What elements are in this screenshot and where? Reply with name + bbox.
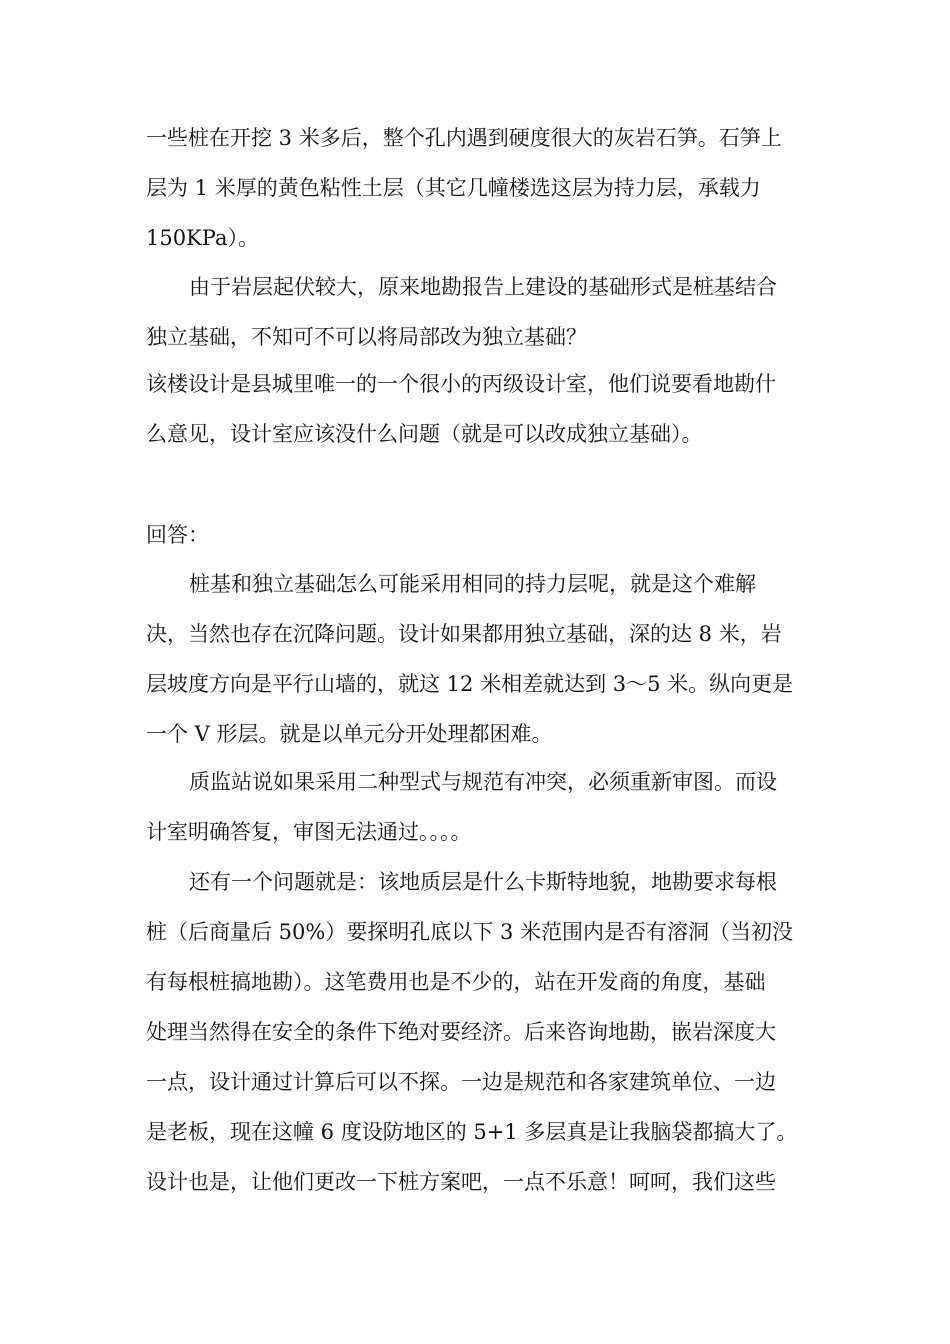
text-line: 计室明确答复，审图无法通过。。。。 <box>146 820 472 844</box>
text-line: 层为 1 米厚的黄色粘性土层（其它几幢楼选这层为持力层，承载力 <box>146 176 761 200</box>
paragraph-foundation-question <box>146 262 806 362</box>
text-line: 回答： <box>146 523 209 547</box>
text-line: 一点，设计通过计算后可以不探。一边是规范和各家建筑单位、一边 <box>146 1070 776 1094</box>
text-line: 设计也是，让他们更改一下桩方案吧，一点不乐意！呵呵，我们这些 <box>146 1170 776 1194</box>
text-line: 一个 V 形层。就是以单元分开处理都困难。 <box>146 722 553 746</box>
text-line: 150KPa）。 <box>146 226 259 250</box>
text-line: 是老板，现在这幢 6 度设防地区的 5+1 多层真是让我脑袋都搞大了。 <box>146 1120 798 1144</box>
text-line: 独立基础，不知可不可以将局部改为独立基础？ <box>146 325 587 349</box>
paragraph-soil-layers <box>146 113 806 263</box>
text-line: 一些桩在开挖 3 米多后，整个孔内遇到硬度很大的灰岩石笋。石笋上 <box>146 126 782 150</box>
text-line: 处理当然得在安全的条件下绝对要经济。后来咨询地勘，嵌岩深度大 <box>146 1020 776 1044</box>
text-line: 层坡度方向是平行山墙的，就这 12 米相差就达到 3～5 米。纵向更是 <box>146 672 794 696</box>
text-line: 决，当然也存在沉降问题。设计如果都用独立基础，深的达 8 米，岩 <box>146 622 782 646</box>
text-line: 么意见，设计室应该没什么问题（就是可以改成独立基础）。 <box>146 422 703 446</box>
paragraph-karst-issue <box>146 857 806 1207</box>
text-line: 由于岩层起伏较大，原来地勘报告上建设的基础形式是桩基结合 <box>189 275 777 299</box>
paragraph-quality-station <box>146 757 806 857</box>
paragraph-answer-bearing-layer <box>146 559 806 759</box>
text-line: 桩（后商量后 50%）要探明孔底以下 3 米范围内是否有溶洞（当初没 <box>146 920 794 944</box>
paragraph-design-office <box>146 359 806 459</box>
text-line: 质监站说如果采用二种型式与规范有冲突，必须重新审图。而设 <box>189 770 777 794</box>
text-line: 该楼设计是县城里唯一的一个很小的丙级设计室，他们说要看地勘什 <box>146 372 776 396</box>
text-line: 还有一个问题就是：该地质层是什么卡斯特地貌，地勘要求每根 <box>189 870 777 894</box>
text-line: 桩基和独立基础怎么可能采用相同的持力层呢，就是这个难解 <box>189 572 756 596</box>
answer-heading <box>146 510 806 560</box>
text-line: 有每根桩搞地勘）。这笔费用也是不少的，站在开发商的角度，基础 <box>146 970 766 994</box>
